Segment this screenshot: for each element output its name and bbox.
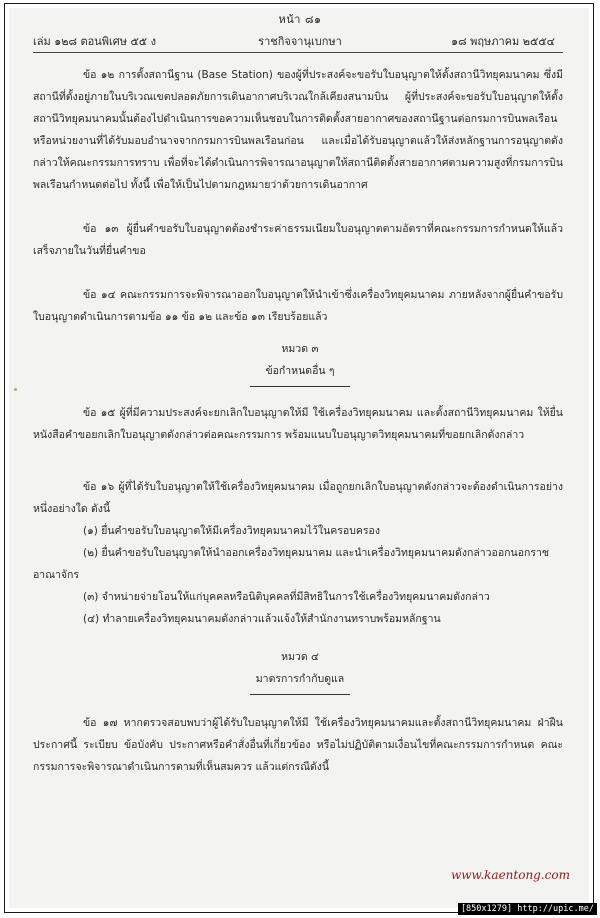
section-3-title: หมวด ๓ bbox=[281, 343, 319, 355]
scan-speck bbox=[14, 388, 17, 391]
image-host-tag: [850x1279] http://upic.me/ bbox=[458, 903, 597, 915]
clause-16: ข้อ ๑๖ ผู้ที่ได้รับใบอนุญาตให้ใช้เครื่องวิทยุคมนาคม เมื่อถูกยกเลิกใบอนุญาตดังกล่าวจะต้องดำเนินการอย่างหนึ่งอย่างใด ดังนี้ bbox=[33, 481, 563, 515]
section-4-title: หมวด ๔ bbox=[281, 651, 319, 663]
gazette-title: ราชกิจจานุเบกษา bbox=[258, 35, 342, 48]
clause-12: ข้อ ๑๒ การตั้งสถานีฐาน (Base Station) ของผู้ที่ประสงค์จะขอรับใบอนุญาตให้ตั้งสถานีวิทยุคมนาคม ซึ่งมีสถานีที่ตั้งอยู่ภายในบริเวณเขตปลอดภัยการเดินอากาศบริเวณใกล้เคียงสนามบิน ผู้ที่ประสงค์จะขอรับใบอนุญาตให้ตั้งสถานีวิทยุคมนาคมนั้นต้องไปดำเนินการขอความเห็นชอบในการติดตั้งสายอากาศของสถานีฐานต่อกรมการบินพลเรือน หรือหน่วยงานที่ได้รับมอบอำนาจจากกรมการบินพลเรือนก่อน และเมื่อได้รับอนุญาตแล้วให้ส่งหลักฐานการอนุญาตดังกล่าวให้คณะกรรมการทราบ เพื่อที่จะได้ดำเนินการพิจารณาอนุญาตให้สถานีติดตั้งสายอากาศตามความสูงที่กรมการบินพลเรือนกำหนดต่อไป ทั้งนี้ เพื่อให้เป็นไปตามกฎหมายว่าด้วยการเดินอากาศ bbox=[33, 69, 563, 191]
clause-16-options bbox=[33, 520, 563, 630]
gazette-volume: เล่ม ๑๒๘ ตอนพิเศษ ๕๕ ง bbox=[33, 35, 156, 48]
list-item: (๑) ยื่นคำขอรับใบอนุญาตให้มีเครื่องวิทยุคมนาคมไว้ในครอบครอง bbox=[83, 525, 380, 537]
clause-13: ข้อ ๑๓ ผู้ยื่นคำขอรับใบอนุญาตต้องชำระค่าธรรมเนียมใบอนุญาตตามอัตราที่คณะกรรมการกำหนดให้แล้วเสร็จภายในวันที่ยื่นคำขอ bbox=[33, 223, 563, 257]
section-4-underline bbox=[250, 694, 350, 695]
list-item: (๔) ทำลายเครื่องวิทยุคมนาคมดังกล่าวแล้วแจ้งให้สำนักงานทราบพร้อมหลักฐาน bbox=[83, 613, 441, 625]
page-number: หน้า ๘๑ bbox=[278, 13, 322, 26]
section-3-underline bbox=[250, 386, 350, 387]
header-divider bbox=[33, 52, 563, 53]
list-item: (๓) จำหน่ายจ่ายโอนให้แก่บุคคลหรือนิติบุคคลที่มีสิทธิในการใช้เครื่องวิทยุคมนาคมดังกล่าว bbox=[83, 591, 490, 603]
gazette-date: ๑๘ พฤษภาคม ๒๕๕๔ bbox=[451, 35, 555, 48]
clause-14: ข้อ ๑๔ คณะกรรมการจะพิจารณาออกใบอนุญาตให้นำเข้าซึ่งเครื่องวิทยุคมนาคม ภายหลังจากผู้ยื่นคำขอรับใบอนุญาตดำเนินการตามข้อ ๑๑ ข้อ ๑๒ และข้อ ๑๓ เรียบร้อยแล้ว bbox=[33, 289, 563, 323]
site-watermark: www.kaentong.com bbox=[450, 868, 570, 882]
section-4-subtitle: มาตรการกำกับดูแล bbox=[255, 673, 345, 685]
clause-15: ข้อ ๑๕ ผู้ที่มีความประสงค์จะยกเลิกใบอนุญาตให้มี ใช้เครื่องวิทยุคมนาคม และตั้งสถานีวิทยุคมนาคม ให้ยื่นหนังสือคำขอยกเลิกใบอนุญาตดังกล่าวต่อคณะกรรมการ พร้อมแนบใบอนุญาตวิทยุคมนาคมที่ขอยกเลิกดังกล่าว bbox=[33, 407, 563, 441]
list-item: (๒) ยื่นคำขอรับใบอนุญาตให้นำออกเครื่องวิทยุคมนาคม และนำเครื่องวิทยุคมนาคมดังกล่าวออกนอกราชอาณาจักร bbox=[33, 547, 550, 581]
section-3-subtitle: ข้อกำหนดอื่น ๆ bbox=[265, 365, 335, 377]
clause-17: ข้อ ๑๗ หากตรวจสอบพบว่าผู้ได้รับใบอนุญาตให้มี ใช้เครื่องวิทยุคมนาคมและตั้งสถานีวิทยุคมนาคม ฝ่าฝืนประกาศนี้ ระเบียบ ข้อบังคับ ประกาศหรือคำสั่งอื่นที่เกี่ยวข้อง หรือไม่ปฏิบัติตามเงื่อนไขที่คณะกรรมการกำหนด คณะกรรมการจะพิจารณาดำเนินการตามที่เห็นสมควร แล้วแต่กรณีดังนี้ bbox=[33, 717, 563, 773]
